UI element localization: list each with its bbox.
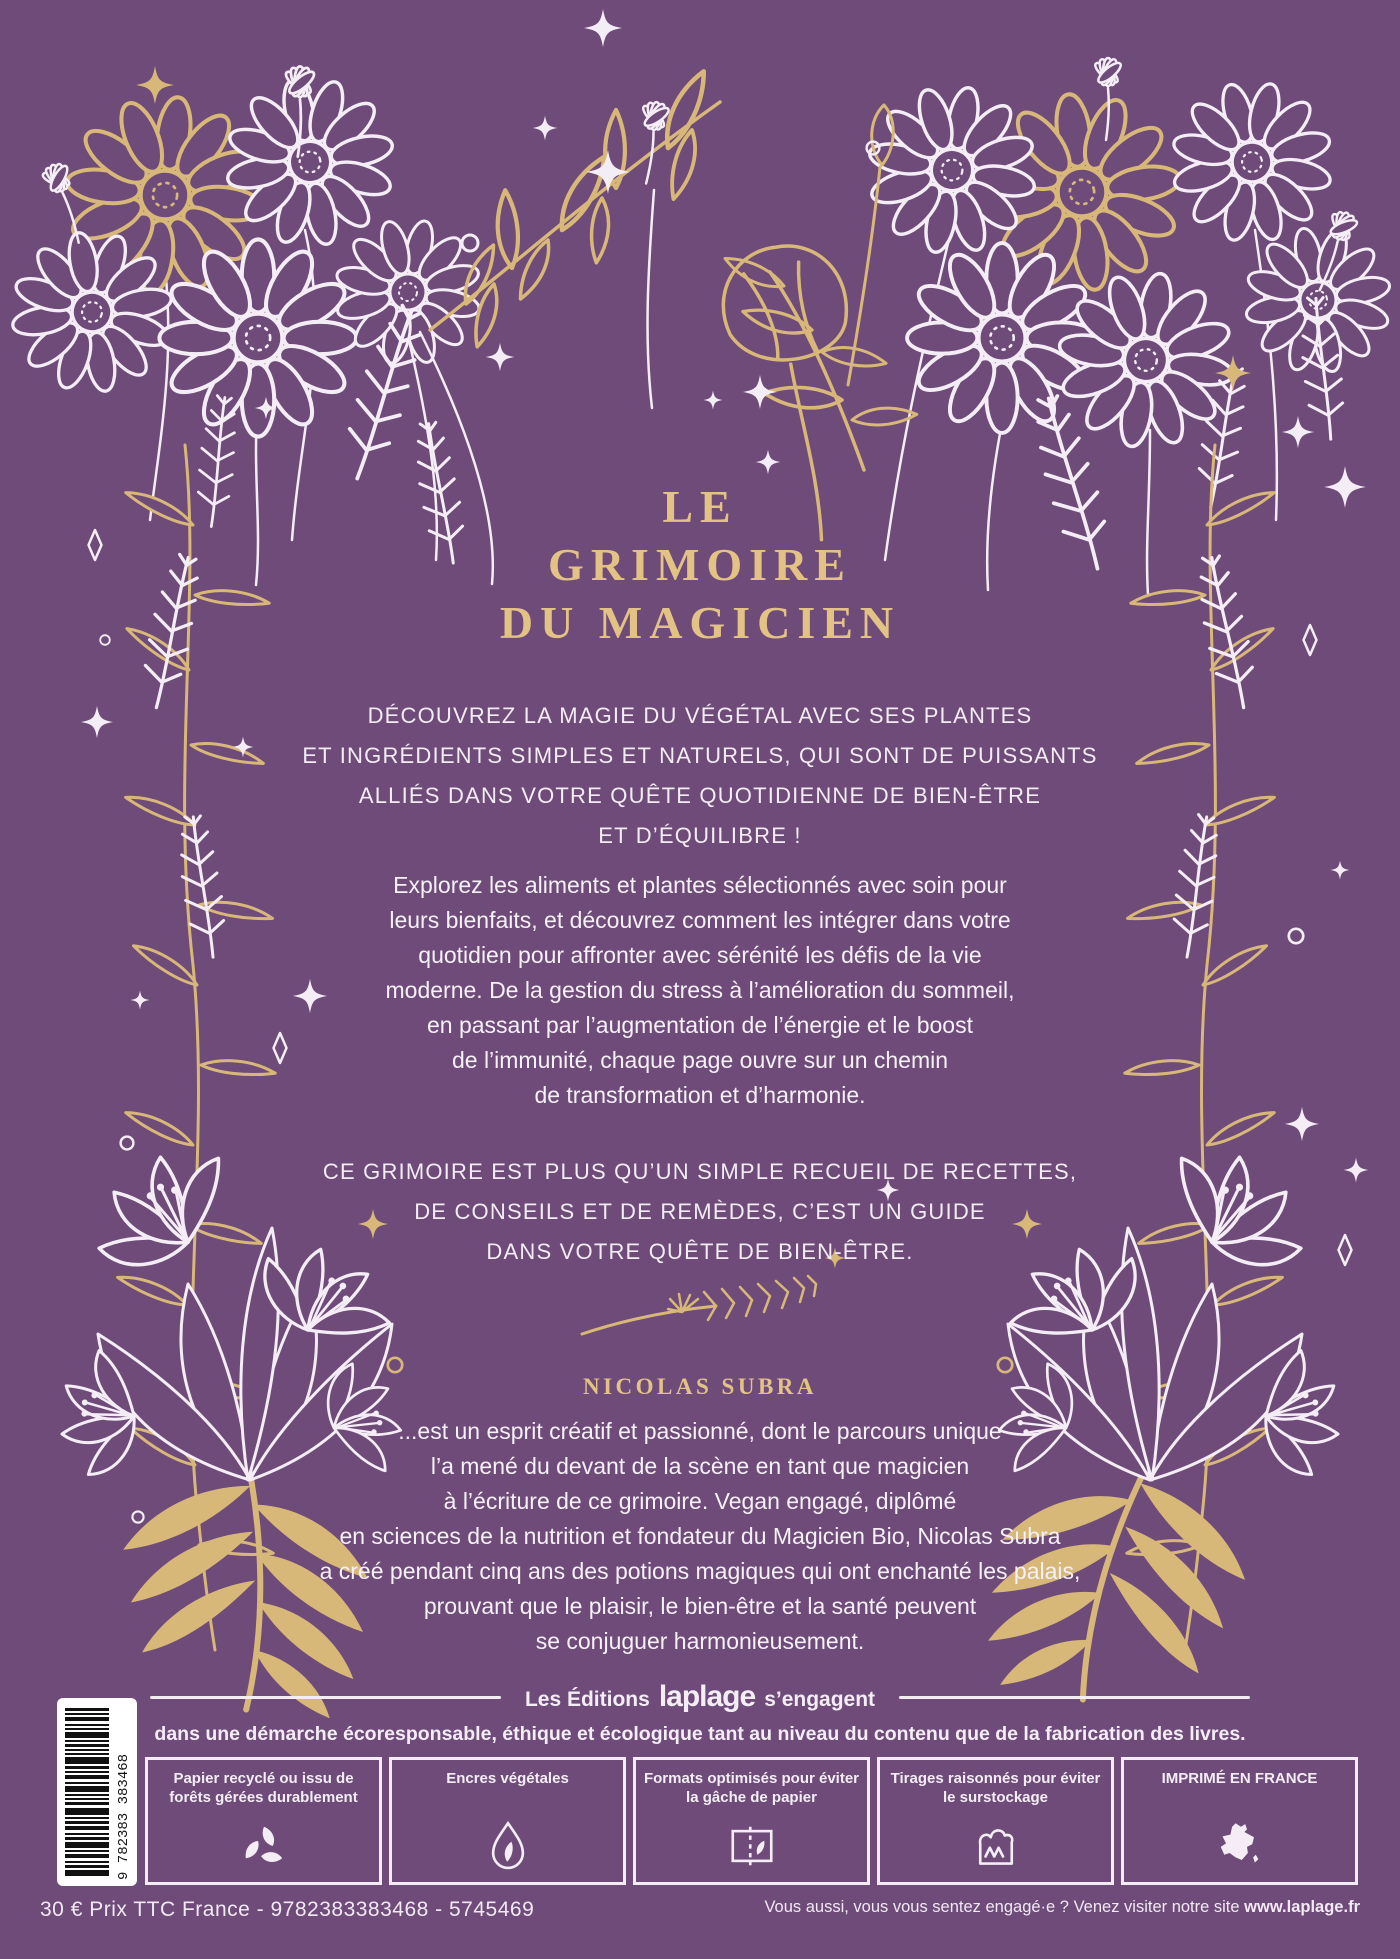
author-name: NICOLAS SUBRA xyxy=(582,1374,817,1399)
barcode-bars xyxy=(57,1698,137,1886)
barcode-number: 9 782383 383468 xyxy=(116,1753,132,1880)
vegetal-ink-drop-icon xyxy=(479,1818,537,1874)
laplage-logo: laplage xyxy=(658,1680,756,1713)
commitment-text: dans une démarche écoresponsable, éthique et écologique tant au niveau du contenu que de la fabrication des livres. xyxy=(154,1723,1246,1745)
book-title xyxy=(0,478,1400,652)
badge-vegetal-inks: Encres végétales xyxy=(389,1757,626,1885)
eco-badges-row xyxy=(145,1757,1358,1885)
badge-printed-in-france: IMPRIMÉ EN FRANCE xyxy=(1121,1757,1358,1885)
barcode xyxy=(57,1698,137,1886)
visit-text: Vous aussi, vous vous sentez engagé·e ? Venez visiter notre site www.laplage.fr xyxy=(764,1898,1360,1916)
title-line: DU MAGICIEN xyxy=(499,597,901,648)
france-map-icon xyxy=(1211,1818,1269,1874)
author-bio: ...est un esprit créatif et passionné, dont le parcours unique l’a mené du devant de la scène en tant que magicien à l’écriture de ce grimoire. Vegan engagé, diplômé en sciences de la nutrition et fondateur du Magicien Bio, Nicolas Subra a créé pendant cinq ans des potions magiques qui ont enchanté les palais, prouvant que le plaisir, le bien-être et la santé peuvent se conjuguer harmonieusement. xyxy=(319,1418,1081,1654)
title-line: LE xyxy=(662,481,738,532)
price-text: 30 € Prix TTC France - 9782383383468 - 5745469 xyxy=(40,1898,535,1921)
bottom-info-row xyxy=(40,1898,1360,1922)
gold-branch-right xyxy=(725,243,917,470)
factory-icon xyxy=(967,1818,1025,1874)
badge-recycled-paper: Papier recyclé ou issu de forêts gérées durablement xyxy=(145,1757,382,1885)
pitch-paragraph: CE GRIMOIRE EST PLUS QU’UN SIMPLE RECUEIL DE RECETTES, DE CONSEILS ET DE REMÈDES, C’EST UN GUIDE DANS VOTRE QUÊTE DE BIEN-ÊTRE. xyxy=(322,1159,1078,1264)
badge-reasoned-print-runs: Tirages raisonnés pour éviter le surstockage xyxy=(877,1757,1114,1885)
website-link: www.laplage.fr xyxy=(1244,1898,1360,1916)
publisher-suffix: s’engagent xyxy=(764,1688,876,1711)
optimized-format-icon xyxy=(723,1818,781,1874)
badge-optimized-formats: Formats optimisés pour éviter la gâche de papier xyxy=(633,1757,870,1885)
publisher-prefix: Les Éditions xyxy=(524,1688,650,1711)
recycled-paper-leaves-icon xyxy=(235,1818,293,1874)
body-paragraph: Explorez les aliments et plantes sélectionnés avec soin pour leurs bienfaits, et découvrez comment les intégrer dans votre quotidien pour affronter avec sérénité les défis de la vie moderne. De la gestion du stress à l’amélioration du sommeil, en passant par l’augmentation de l’énergie et le boost de l’immunité, chaque page ouvre sur un chemin de transformation et d’harmonie. xyxy=(385,872,1015,1108)
title-line: GRIMOIRE xyxy=(548,539,852,590)
publisher-banner xyxy=(150,1680,1250,1714)
divider-rule-left xyxy=(150,1696,501,1699)
lavender-sprig-icon xyxy=(582,1276,816,1334)
intro-paragraph: DÉCOUVREZ LA MAGIE DU VÉGÉTAL AVEC SES PLANTES ET INGRÉDIENTS SIMPLES ET NATURELS, QUI SONT DE PUISSANTS ALLIÉS DANS VOTRE QUÊTE QUOTIDIENNE DE BIEN-ÊTRE ET D’ÉQUILIBRE ! xyxy=(302,703,1098,848)
divider-rule-right xyxy=(899,1696,1250,1699)
